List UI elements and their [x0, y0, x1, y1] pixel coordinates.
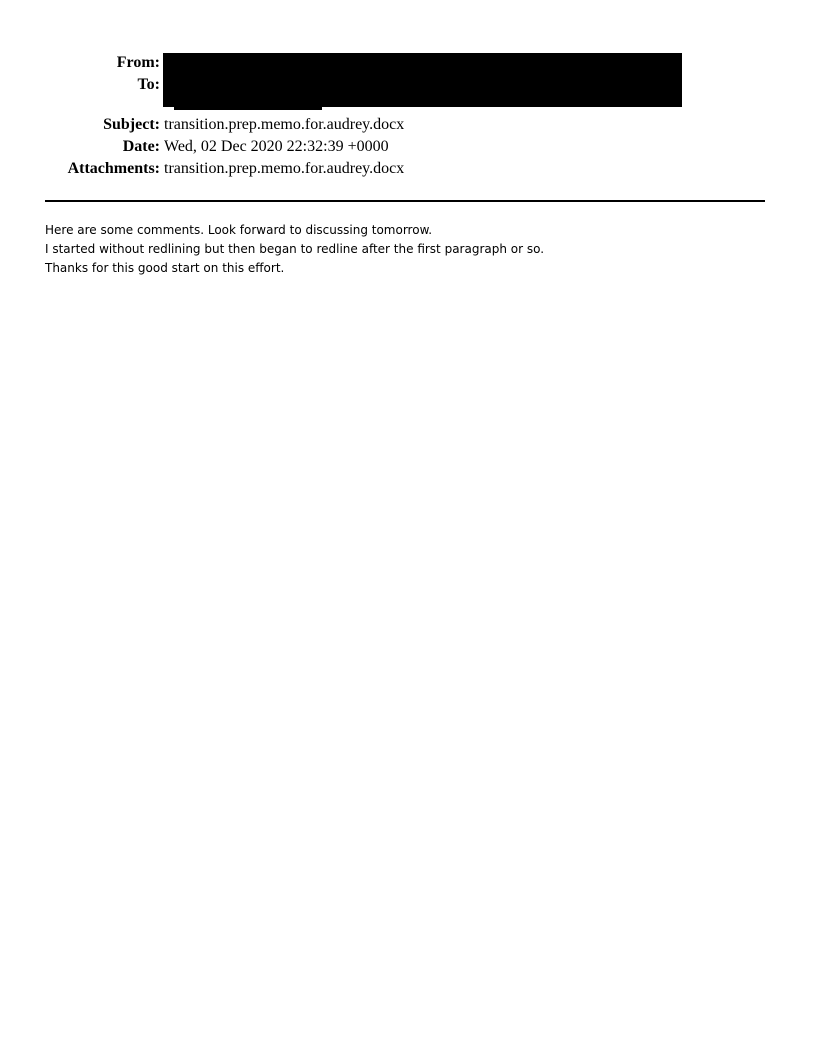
email-body [45, 221, 765, 278]
redaction-block-tail [174, 100, 322, 110]
date-value: Wed, 02 Dec 2020 22:32:39 +0000 [164, 138, 389, 155]
attachments-label: Attachments: [67, 160, 160, 177]
date-label: Date: [122, 138, 160, 155]
to-label: To: [137, 76, 160, 93]
subject-value: transition.prep.memo.for.audrey.docx [164, 116, 405, 133]
subject-label: Subject: [103, 116, 160, 133]
attachment-file[interactable]: transition.prep.memo.for.audrey.docx [164, 160, 405, 177]
body-line: I started without redlining but then began to redline after the first paragraph or so. [45, 242, 545, 256]
body-line: Here are some comments. Look forward to discussing tomorrow. [45, 223, 433, 237]
body-line: Thanks for this good start on this effort. [45, 261, 285, 275]
redaction-block [163, 53, 682, 107]
header-divider [45, 200, 765, 202]
from-label: From: [116, 54, 160, 71]
